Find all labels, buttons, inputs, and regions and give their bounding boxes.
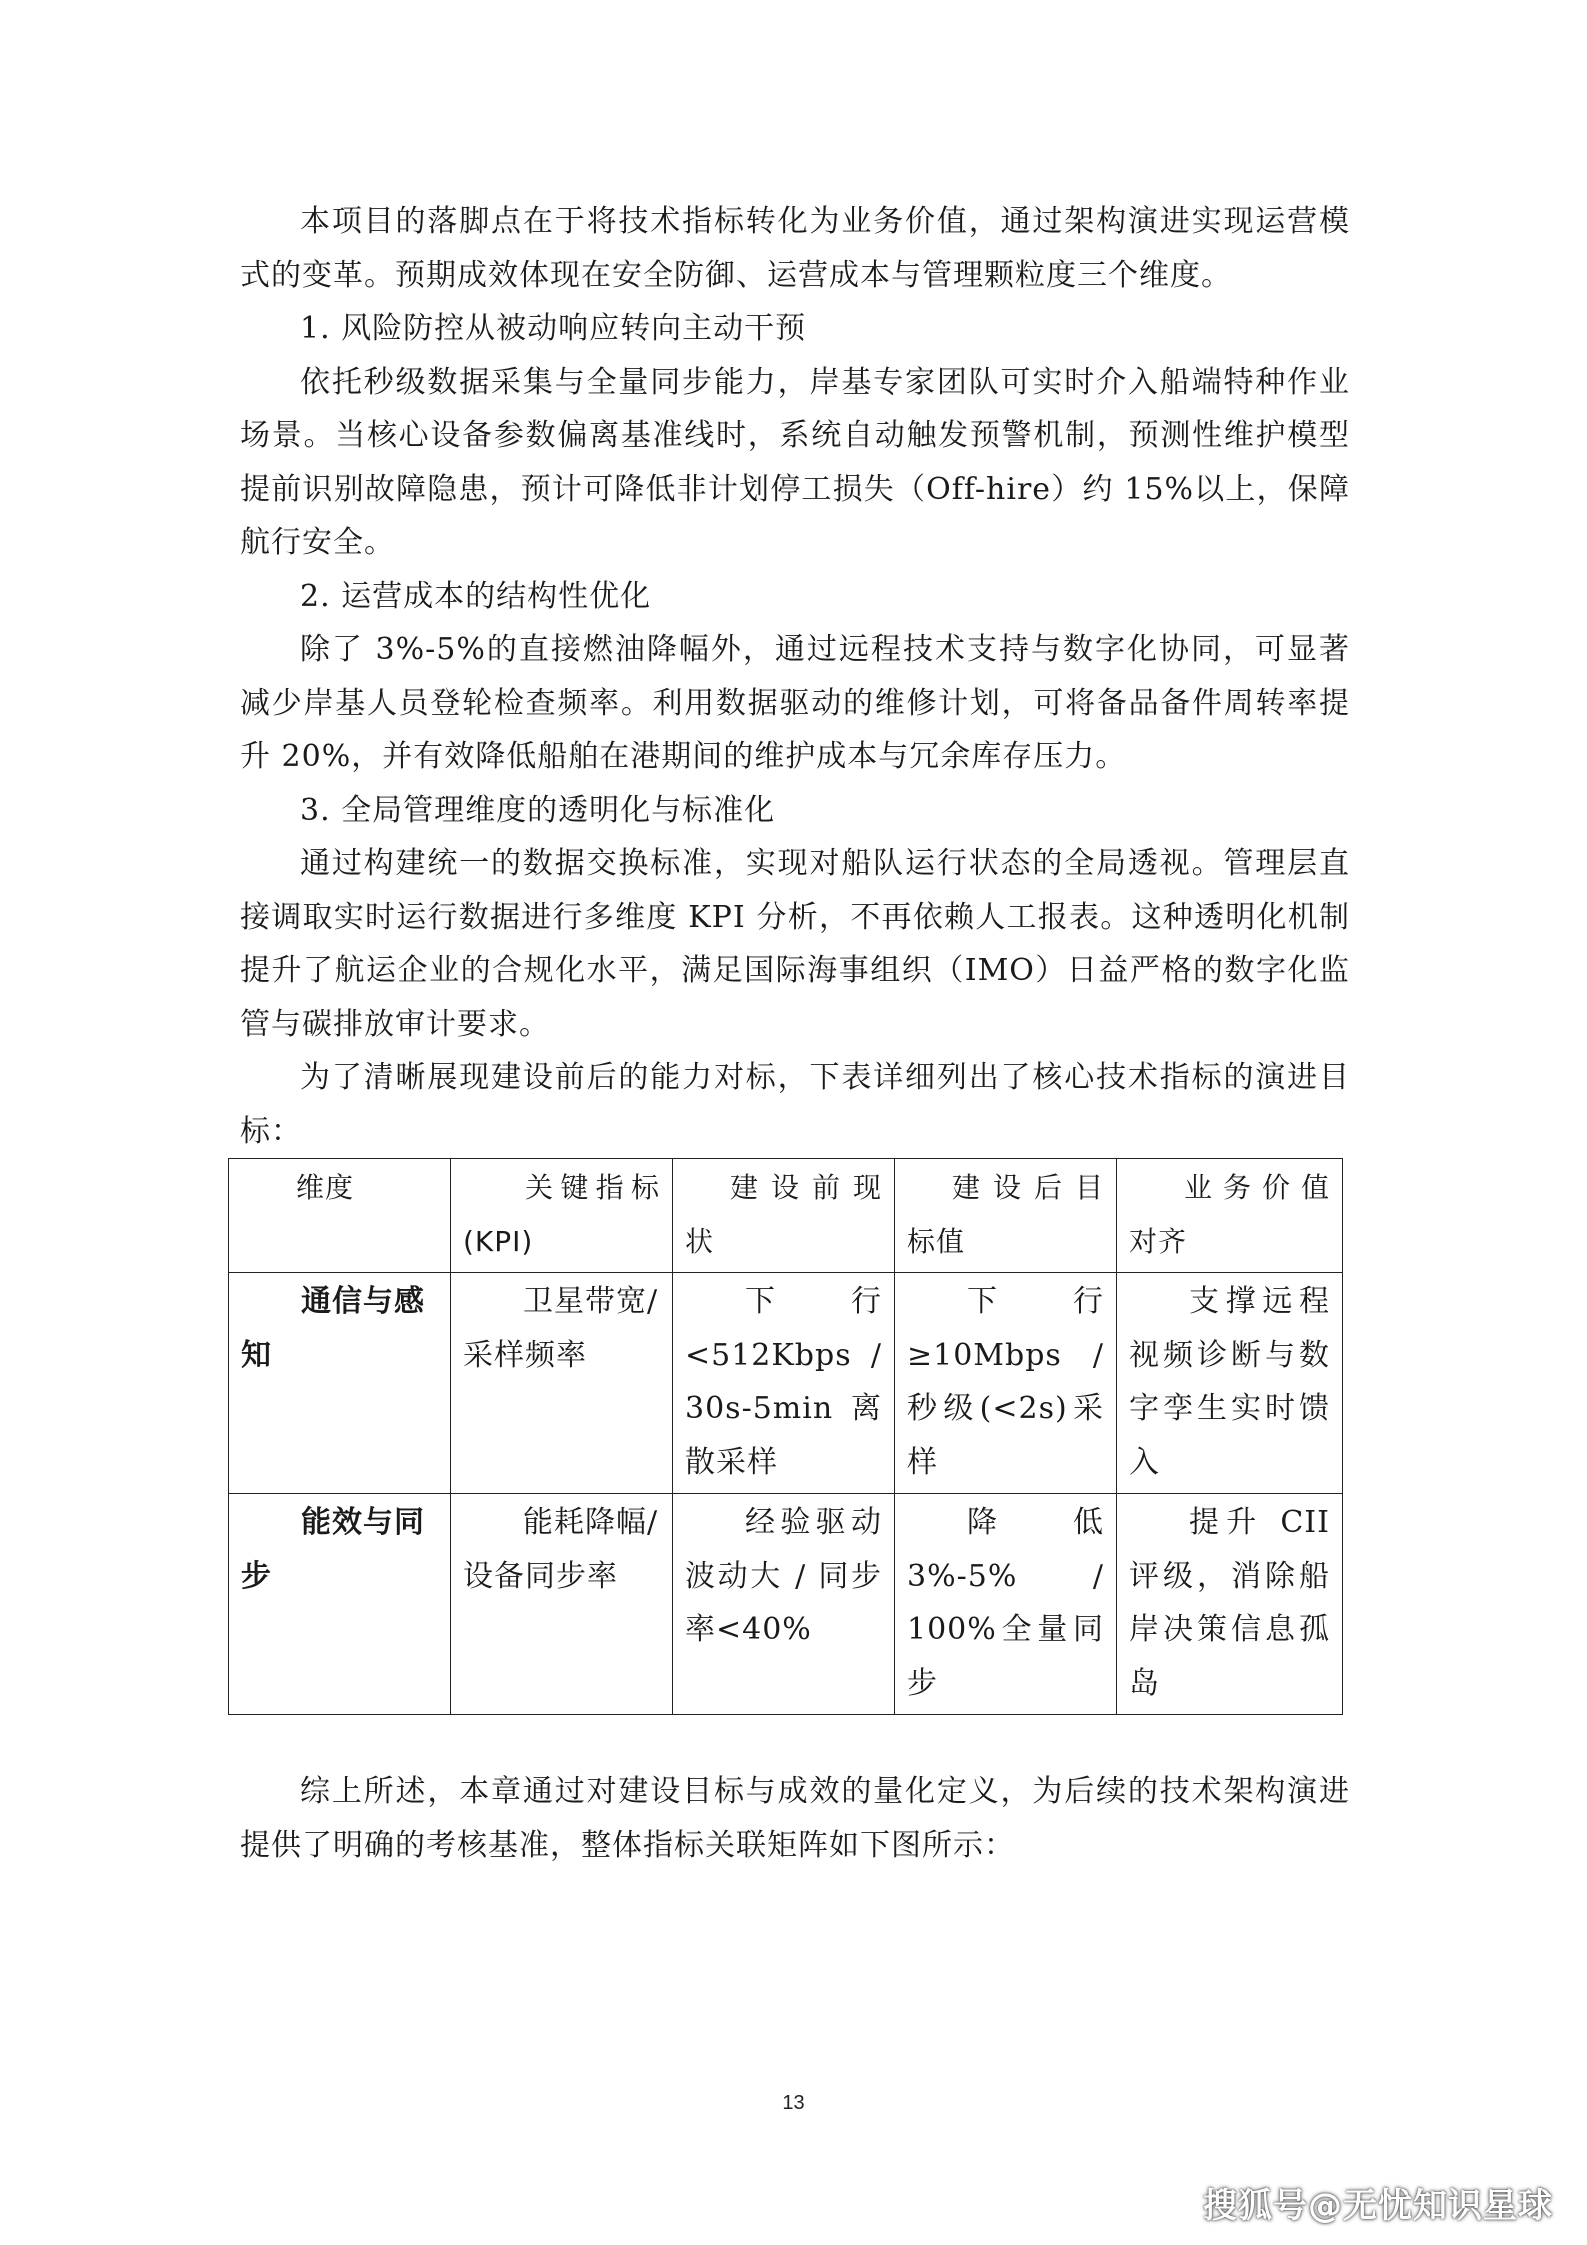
cell-dimension: 能效与同步 — [229, 1494, 451, 1715]
cell-value: 提升 CII 评级，消除船岸决策信息孤岛 — [1117, 1494, 1343, 1715]
cell-dimension: 通信与感知 — [229, 1273, 451, 1494]
watermark: 搜狐号@无忧知识星球 — [1203, 2186, 1553, 2226]
cell-after: 降低 3%-5% / 100%全量同步 — [895, 1494, 1117, 1715]
cell-kpi: 卫星带宽/采样频率 — [451, 1273, 673, 1494]
header-kpi: 关键指标 (KPI) — [451, 1159, 673, 1273]
cell-before: 经验驱动波动大 / 同步率<40% — [673, 1494, 895, 1715]
section-paragraph-2: 除了 3%-5%的直接燃油降幅外，通过远程技术支持与数字化协同，可显著减少岸基人员登轮检查频率。利用数据驱动的维修计划，可将备品备件周转率提升 20%，并有效降低船舶在港期间的维护成本与冗余库存压力。 — [240, 632, 1350, 774]
table-row — [229, 1494, 1343, 1715]
section-heading-2: 2. 运营成本的结构性优化 — [300, 578, 652, 614]
header-value: 业务价值 对齐 — [1117, 1159, 1343, 1273]
cell-value: 支撑远程视频诊断与数字孪生实时馈入 — [1117, 1273, 1343, 1494]
section-paragraph-3: 通过构建统一的数据交换标准，实现对船队运行状态的全局透视。管理层直接调取实时运行数据进行多维度 KPI 分析，不再依赖人工报表。这种透明化机制提升了航运企业的合规化水平，满足国际海事组织（IMO）日益严格的数字化监管与碳排放审计要求。 — [240, 846, 1350, 1042]
header-after: 建设后目 标值 — [895, 1159, 1117, 1273]
header-dimension: 维度 — [229, 1159, 451, 1273]
spacer — [240, 1715, 1350, 1765]
table-intro-paragraph: 为了清晰展现建设前后的能力对标，下表详细列出了核心技术指标的演进目标： — [240, 1060, 1350, 1149]
kpi-table — [228, 1158, 1343, 1715]
summary-paragraph: 综上所述，本章通过对建设目标与成效的量化定义，为后续的技术架构演进提供了明确的考核基准，整体指标关联矩阵如下图所示： — [240, 1774, 1350, 1863]
cell-after: 下行≥10Mbps / 秒级(<2s)采样 — [895, 1273, 1117, 1494]
header-before: 建设前现 状 — [673, 1159, 895, 1273]
table-header-row — [229, 1159, 1343, 1273]
section-heading-1: 1. 风险防控从被动响应转向主动干预 — [300, 311, 807, 346]
intro-paragraph: 本项目的落脚点在于将技术指标转化为业务价值，通过架构演进实现运营模式的变革。预期成效体现在安全防御、运营成本与管理颗粒度三个维度。 — [240, 204, 1350, 293]
document-body — [240, 195, 1350, 1872]
table-row — [229, 1273, 1343, 1494]
section-heading-3: 3. 全局管理维度的透明化与标准化 — [300, 792, 776, 828]
cell-before: 下行<512Kbps / 30s-5min 离散采样 — [673, 1273, 895, 1494]
page-number: 13 — [782, 2092, 805, 2114]
section-paragraph-1: 依托秒级数据采集与全量同步能力，岸基专家团队可实时介入船端特种作业场景。当核心设备参数偏离基准线时，系统自动触发预警机制，预测性维护模型提前识别故障隐患，预计可降低非计划停工损失（Off-hire）约 15%以上，保障航行安全。 — [240, 364, 1350, 560]
cell-kpi: 能耗降幅/设备同步率 — [451, 1494, 673, 1715]
